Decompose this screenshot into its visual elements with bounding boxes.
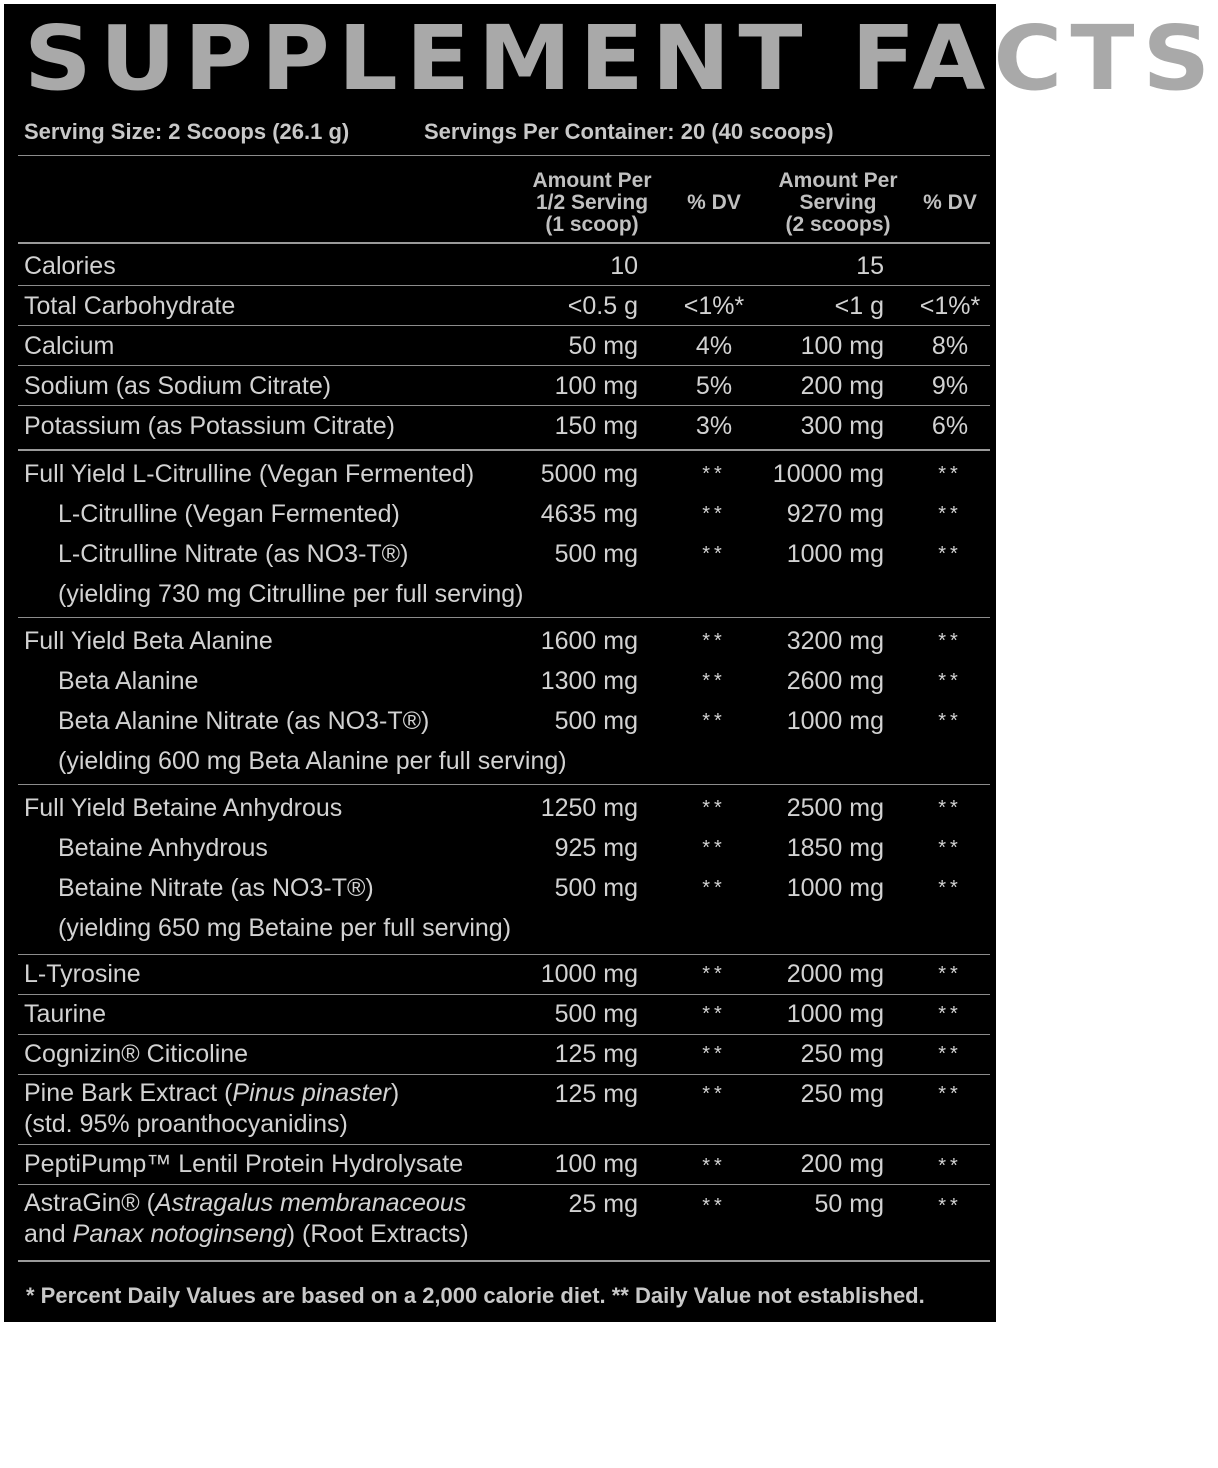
nutrient-name: Full Yield L-Citrulline (Vegan Fermented) [24,460,475,488]
supplement-facts-panel [4,4,1218,1322]
serving-info [24,114,994,150]
nutrient-note: (yielding 650 mg Betaine per full serving) [58,914,512,942]
dv-half: 3% [695,412,733,440]
table-row [4,868,996,908]
amount-full: 100 mg [800,332,884,360]
table-row [4,741,996,781]
amount-half: 25 mg [568,1190,638,1218]
amount-half: 500 mg [554,707,638,735]
dv-full: ** [938,670,962,692]
serving-size: Serving Size: 2 Scoops (26.1 g) [24,119,350,144]
dv-full: ** [938,877,962,899]
divider [18,155,990,156]
table-row [4,994,996,1034]
amount-full: 2500 mg [786,794,884,822]
amount-half: 500 mg [554,874,638,902]
nutrient-note: (yielding 600 mg Beta Alanine per full serving) [58,747,567,775]
footer-divider [18,1260,990,1262]
amount-half: 500 mg [554,540,638,568]
nutrient-name: Taurine [24,1000,106,1028]
table-row [4,908,996,948]
dv-full: 6% [931,412,969,440]
nutrient-name: Total Carbohydrate [24,292,236,320]
nutrient-name: Betaine Nitrate (as NO3-T®) [58,874,374,902]
amount-full: <1 g [834,292,884,320]
dv-half: ** [702,963,726,985]
section-divider [18,617,990,618]
amount-half: 4635 mg [540,500,638,528]
nutrient-note: (yielding 730 mg Citrulline per full serving) [58,580,524,608]
amount-half: 125 mg [554,1040,638,1068]
amount-half: 5000 mg [540,460,638,488]
dv-full: ** [938,837,962,859]
nutrient-name: PeptiPump™ Lentil Protein Hydrolysate [24,1150,464,1178]
nutrient-name: Betaine Anhydrous [58,834,268,862]
header-amount-full: Amount Per Serving (2 scoops) [778,169,898,236]
table-row [4,534,996,574]
nutrient-name: Calories [24,252,116,280]
nutrient-name: L-Tyrosine [24,960,141,988]
amount-full: 1000 mg [786,874,884,902]
dv-full: ** [938,1083,962,1105]
header-dv-half: % DV [687,191,741,214]
amount-full: 300 mg [800,412,884,440]
dv-full: ** [938,503,962,525]
table-row [4,406,996,446]
nutrient-name: Potassium (as Potassium Citrate) [24,412,395,440]
table-row [4,366,996,406]
nutrient-name: Beta Alanine Nitrate (as NO3-T®) [58,707,430,735]
nutrient-name: L-Citrulline Nitrate (as NO3-T®) [58,540,409,568]
footnote: * Percent Daily Values are based on a 2,000 calorie diet. ** Daily Value not established. [26,1283,925,1308]
dv-full: ** [938,1195,962,1217]
amount-full: 3200 mg [786,627,884,655]
amount-half: 10 [610,252,638,280]
dv-full: ** [938,463,962,485]
amount-half: 100 mg [554,372,638,400]
nutrient-name: Pine Bark Extract (Pinus pinaster) (std. 95% proanthocyanidins) [24,1079,400,1138]
nutrient-name: Beta Alanine [58,667,199,695]
amount-full: 10000 mg [772,460,884,488]
header-divider [18,242,990,244]
table-row [4,954,996,994]
dv-half: 5% [695,372,733,400]
header-amount-half: Amount Per 1/2 Serving (1 scoop) [532,169,652,236]
panel-title: SUPPLEMENT FACTS [24,7,1218,111]
dv-full: <1%* [919,292,981,320]
amount-full: 1000 mg [786,1000,884,1028]
nutrient-name: Full Yield Beta Alanine [24,627,273,655]
amount-full: 2600 mg [786,667,884,695]
table-row [4,661,996,701]
dv-full: ** [938,797,962,819]
dv-full: ** [938,630,962,652]
dv-full: 8% [931,332,969,360]
table-row [4,326,996,366]
table-row [4,1074,996,1144]
table-row [4,246,996,286]
servings-per-container: Servings Per Container: 20 (40 scoops) [424,119,834,144]
amount-half: 1250 mg [540,794,638,822]
section-divider [18,784,990,785]
table-row [4,1034,996,1074]
amount-half: 1300 mg [540,667,638,695]
dv-half: <1%* [683,292,745,320]
table-row [4,828,996,868]
dv-half: ** [702,670,726,692]
dv-half: ** [702,543,726,565]
dv-half: 4% [695,332,733,360]
nutrient-name: Cognizin® Citicoline [24,1040,249,1068]
dv-half: ** [702,837,726,859]
amount-full: 9270 mg [786,500,884,528]
dv-full: ** [938,1003,962,1025]
dv-full: ** [938,710,962,732]
dv-half: ** [702,1003,726,1025]
dv-half: ** [702,503,726,525]
dv-half: ** [702,710,726,732]
nutrient-name: Full Yield Betaine Anhydrous [24,794,343,822]
amount-full: 1000 mg [786,540,884,568]
dv-full: ** [938,1043,962,1065]
amount-full: 2000 mg [786,960,884,988]
amount-half: 125 mg [554,1080,638,1108]
nutrient-name: L-Citrulline (Vegan Fermented) [58,500,400,528]
dv-full: ** [938,963,962,985]
amount-half: 50 mg [568,332,638,360]
table-row [4,454,996,494]
amount-half: 925 mg [554,834,638,862]
table-row [4,286,996,326]
table-row [4,574,996,614]
amount-half: 1000 mg [540,960,638,988]
dv-half: ** [702,877,726,899]
dv-full: ** [938,543,962,565]
amount-full: 50 mg [814,1190,884,1218]
amount-half: 150 mg [554,412,638,440]
dv-half: ** [702,1155,726,1177]
amount-full: 250 mg [800,1080,884,1108]
table-row [4,701,996,741]
table-row [4,1144,996,1184]
section-divider [18,449,990,451]
table-row [4,494,996,534]
dv-half: ** [702,630,726,652]
dv-half: ** [702,1195,726,1217]
header-dv-full: % DV [923,191,977,214]
nutrient-name: Calcium [24,332,115,360]
amount-half: 100 mg [554,1150,638,1178]
amount-full: 15 [856,252,884,280]
table-row [4,1184,996,1258]
amount-full: 1850 mg [786,834,884,862]
dv-full: 9% [931,372,969,400]
nutrient-name: Sodium (as Sodium Citrate) [24,372,332,400]
dv-half: ** [702,797,726,819]
amount-half: 1600 mg [540,627,638,655]
dv-half: ** [702,1083,726,1105]
nutrient-name: AstraGin® (Astragalus membranaceous and Panax notoginseng) (Root Extracts) [24,1189,469,1248]
dv-full: ** [938,1155,962,1177]
dv-half: ** [702,1043,726,1065]
dv-half: ** [702,463,726,485]
amount-full: 1000 mg [786,707,884,735]
amount-full: 200 mg [800,372,884,400]
amount-full: 250 mg [800,1040,884,1068]
amount-full: 200 mg [800,1150,884,1178]
amount-half: 500 mg [554,1000,638,1028]
table-row [4,621,996,661]
amount-half: <0.5 g [567,292,638,320]
table-row [4,788,996,828]
